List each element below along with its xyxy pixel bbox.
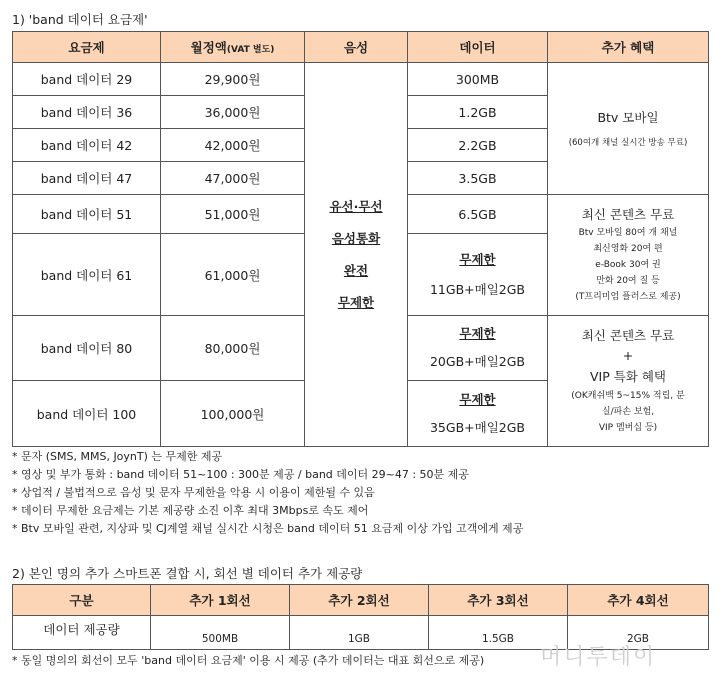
data-amount — [408, 381, 548, 447]
plan-price: 100,000원 — [161, 381, 305, 447]
note-line: * 문자 (SMS, MMS, JoynT) 는 무제한 제공 — [12, 450, 223, 463]
benefit-btv-sub: (60여개 채널 실시간 방송 무료) — [568, 137, 688, 148]
voice-cell — [305, 63, 408, 447]
voice-line-4: 무제한 — [337, 294, 375, 310]
watermark-logo: 머니투데이 — [540, 645, 657, 670]
benefit-content-line: (T프리미엄 플러스로 제공) — [575, 292, 681, 302]
benefit-btv-title: Btv 모바일 — [597, 109, 659, 125]
section2-title: 2) 본인 명의 추가 스마트폰 결합 시, 회선 별 데이터 추가 제공량 — [12, 566, 363, 581]
plan-price: 29,900원 — [161, 63, 305, 96]
plan-name: band 데이터 42 — [13, 129, 161, 162]
benefit-content-line: e-Book 30여 권 — [595, 260, 661, 270]
voice-line-2: 음성통화 — [331, 230, 381, 246]
data-amount-value: 20GB+매일2GB — [429, 354, 525, 369]
data-amount-value: 35GB+매일2GB — [429, 419, 525, 435]
note-line: * 상업적 / 불법적으로 음성 및 문자 무제한을 악용 시 이용이 제한될 수 있음 — [12, 486, 375, 499]
header-plan: 요금제 — [13, 32, 161, 63]
unlimited-label: 무제한 — [459, 326, 496, 341]
data-amount — [408, 316, 548, 381]
plan-name: band 데이터 100 — [13, 381, 161, 447]
unlimited-label: 무제한 — [459, 391, 496, 407]
addon-value: 1.5GB — [429, 616, 568, 650]
addon-header: 추가 4회선 — [568, 585, 709, 616]
plan-price: 61,000원 — [161, 234, 305, 316]
plan-price: 80,000원 — [161, 316, 305, 381]
data-amount — [408, 234, 548, 316]
benefit-btv — [548, 63, 709, 195]
plan-price: 36,000원 — [161, 96, 305, 129]
header-benefit: 추가 혜택 — [548, 32, 709, 63]
addon-header: 추가 3회선 — [429, 585, 568, 616]
benefit-vip-line: 실/파손 보험, — [601, 407, 655, 417]
addon-value: 2GB — [568, 616, 709, 650]
addon-row-label: 데이터 제공량 — [13, 616, 151, 650]
plan-name: band 데이터 36 — [13, 96, 161, 129]
plan-price: 47,000원 — [161, 162, 305, 195]
plan-price: 42,000원 — [161, 129, 305, 162]
unlimited-label: 무제한 — [459, 251, 496, 267]
benefit-content-title: 최신 콘텐츠 무료 — [581, 207, 675, 222]
header-data: 데이터 — [408, 32, 548, 63]
plan-name: band 데이터 29 — [13, 63, 161, 96]
data-amount: 300MB — [408, 63, 548, 96]
addon-header: 추가 2회선 — [290, 585, 429, 616]
benefit-vip-line: (OK캐쉬백 5~15% 적립, 분 — [571, 391, 685, 401]
benefit-content-line: Btv 모바일 80여 개 채널 — [578, 228, 678, 238]
benefit-content-line: 만화 20여 질 등 — [596, 276, 660, 286]
plan-name: band 데이터 47 — [13, 162, 161, 195]
benefit-vip-line: VIP 멤버십 등) — [598, 423, 658, 433]
voice-line-3: 완전 — [343, 262, 369, 278]
section2-note: * 동일 명의의 회선이 모두 'band 데이터 요금제' 이용 시 제공 (추가 데이터는 대표 회선으로 제공) — [12, 654, 485, 667]
note-line: * Btv 모바일 관련, 지상파 및 CJ계열 채널 실시간 시청은 band 데이터 51 요금제 이상 가입 고객에게 제공 — [12, 522, 524, 535]
note-line: * 데이터 무제한 요금제는 기본 제공량 소진 이후 최대 3Mbps로 속도 제어 — [12, 504, 369, 517]
note-line: * 영상 및 부가 통화 : band 데이터 51~100 : 300분 제공 / band 데이터 29~47 : 50분 제공 — [12, 468, 469, 481]
header-voice: 음성 — [305, 32, 408, 63]
data-amount: 1.2GB — [408, 96, 548, 129]
plan-name: band 데이터 61 — [13, 234, 161, 316]
addon-value: 500MB — [151, 616, 290, 650]
plus-sign: + — [622, 348, 634, 363]
data-amount-value: 11GB+매일2GB — [429, 281, 525, 297]
data-amount: 2.2GB — [408, 129, 548, 162]
plan-price: 51,000원 — [161, 195, 305, 234]
voice-line-1: 유선·무선 — [329, 198, 383, 214]
benefit-content-title-2: 최신 콘텐츠 무료 — [581, 328, 675, 343]
benefit-vip — [548, 316, 709, 447]
header-price: 월정액(VAT 별도) — [161, 32, 305, 63]
addon-value: 1GB — [290, 616, 429, 650]
plan-name: band 데이터 51 — [13, 195, 161, 234]
section1-title: 1) 'band 데이터 요금제' — [12, 12, 148, 27]
plan-name: band 데이터 80 — [13, 316, 161, 381]
addon-header: 구분 — [13, 585, 151, 616]
section1-notes — [12, 448, 712, 538]
addon-header: 추가 1회선 — [151, 585, 290, 616]
data-amount: 6.5GB — [408, 195, 548, 234]
benefit-vip-title: VIP 특화 혜택 — [589, 369, 667, 384]
benefit-content-line: 최신영화 20여 편 — [593, 244, 663, 254]
plan-table — [12, 31, 709, 447]
data-amount: 3.5GB — [408, 162, 548, 195]
benefit-content — [548, 195, 709, 316]
